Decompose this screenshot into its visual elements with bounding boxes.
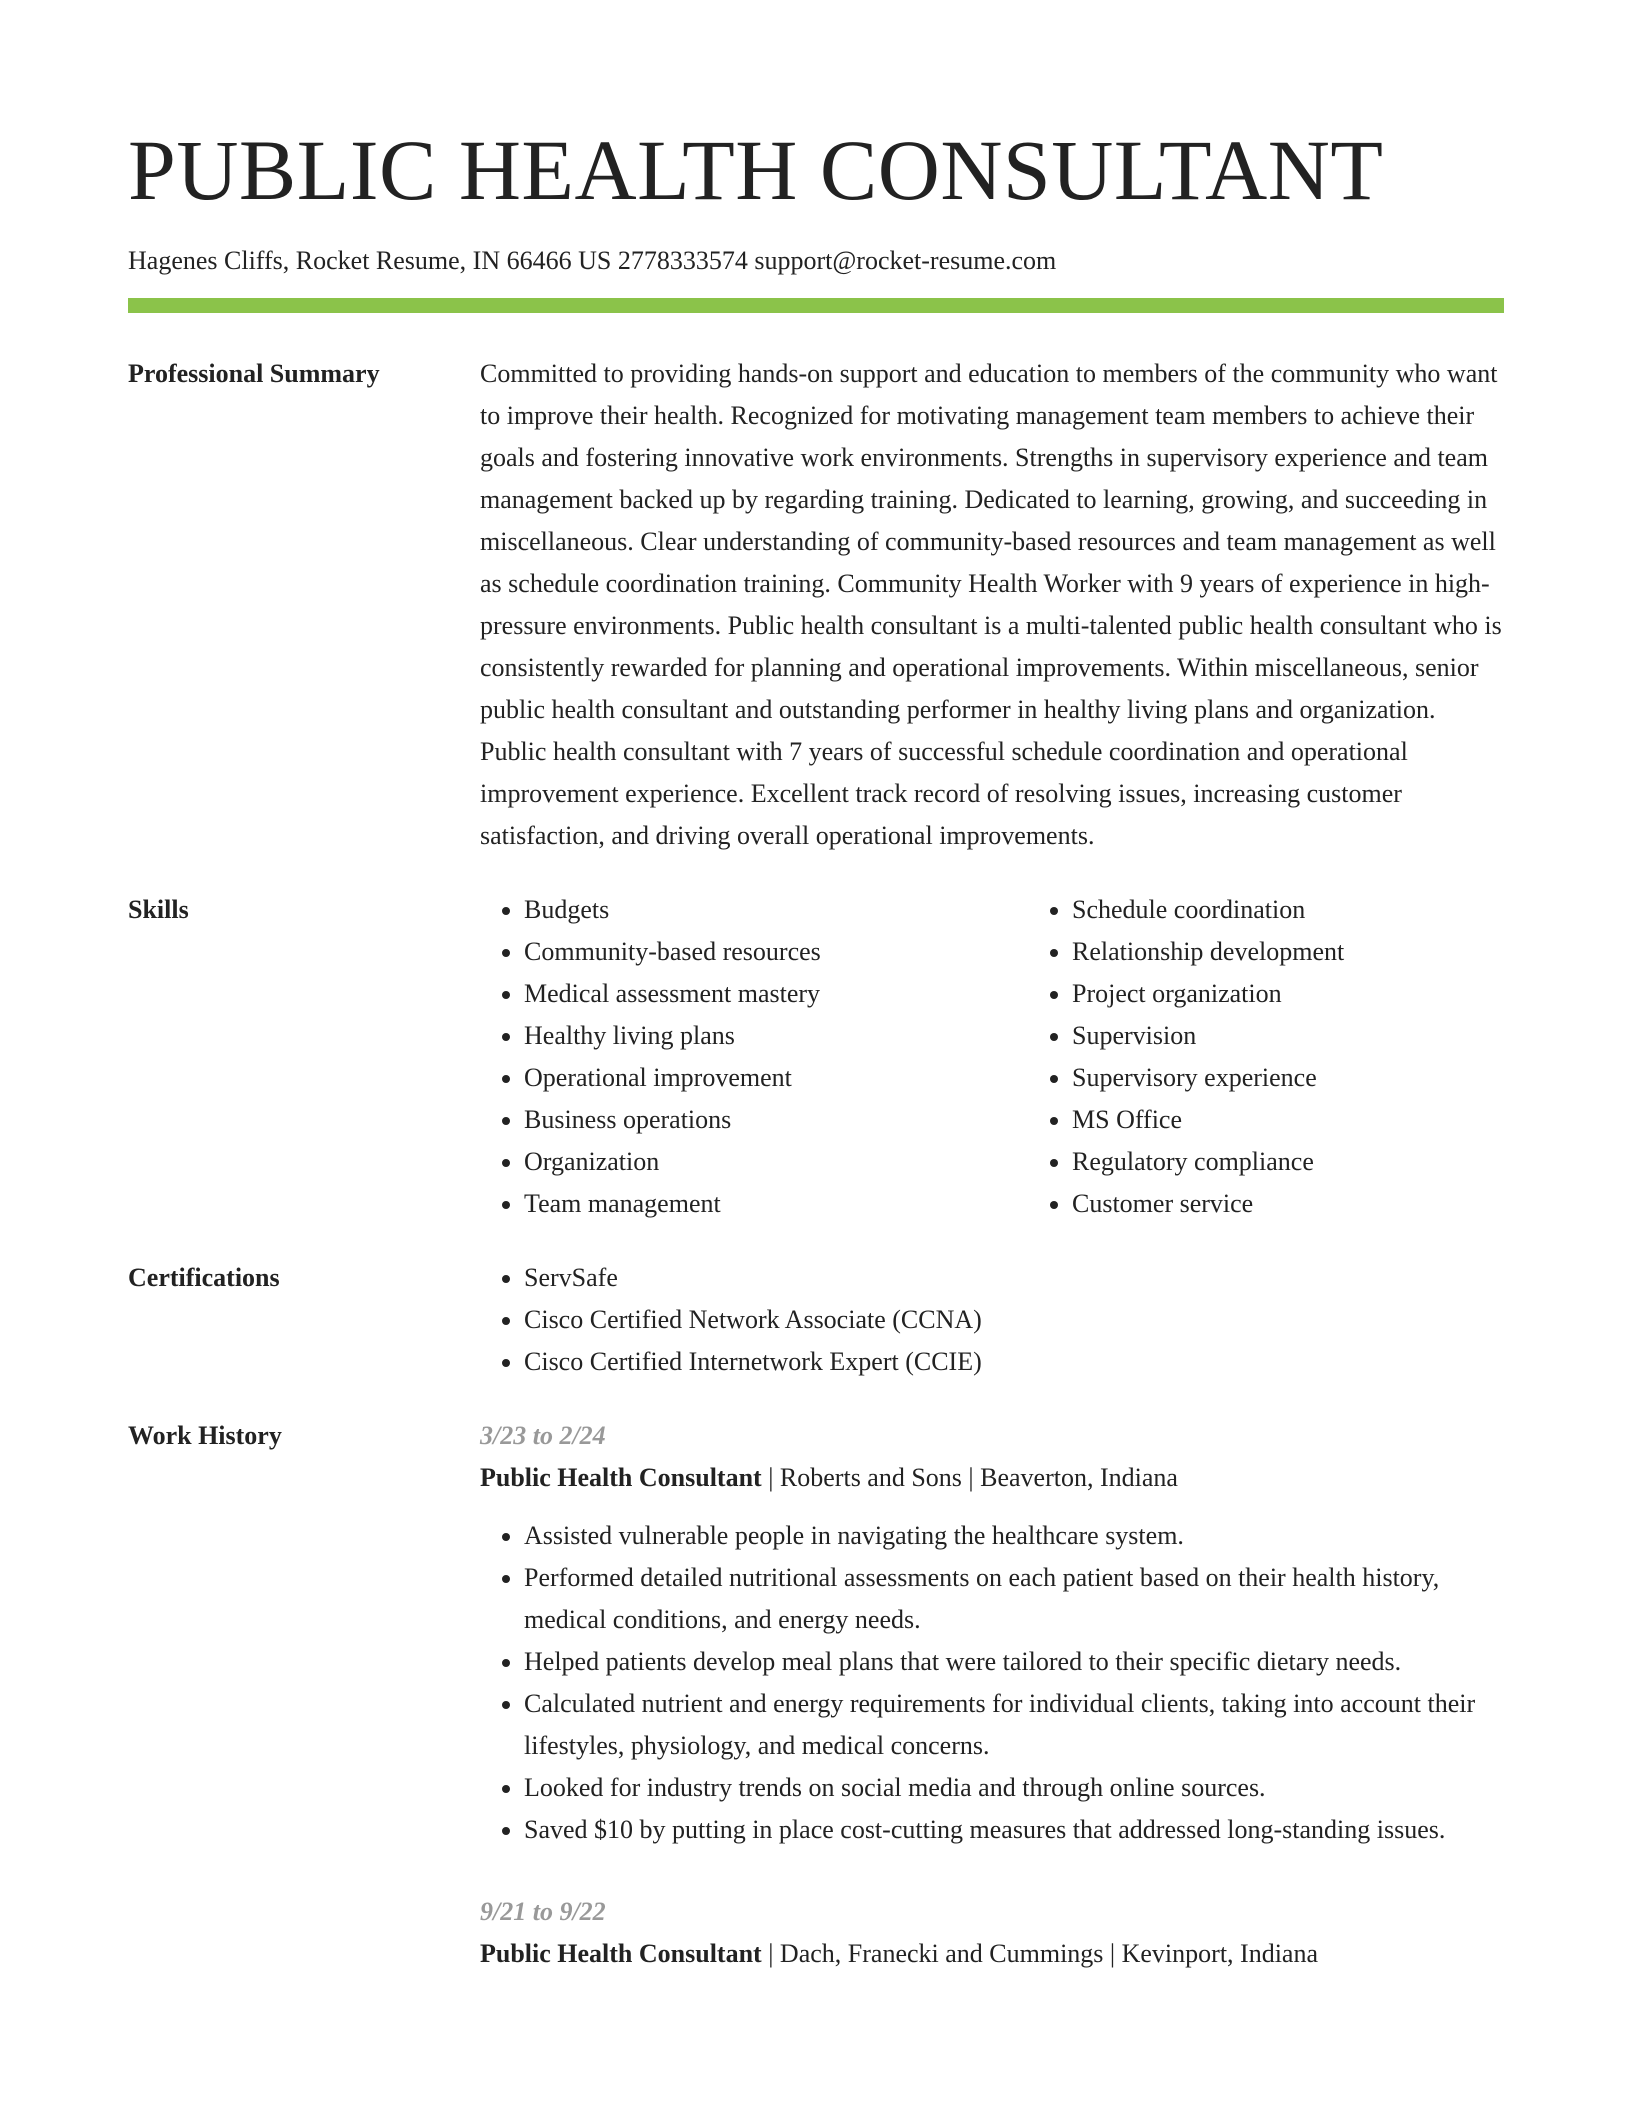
- job-heading: [480, 1457, 1504, 1499]
- job-employer-location: | Dach, Franecki and Cummings | Kevinport, Indiana: [761, 1939, 1319, 1968]
- job-duties-list: [480, 1515, 1504, 1851]
- job-duty-item: • Performed detailed nutritional assessments on each patient based on their health history, medical conditions, and energy needs.: [524, 1557, 1504, 1641]
- skill-item: • Customer service: [1072, 1183, 1576, 1225]
- skills-section: [128, 889, 1504, 1225]
- job-dates: 3/23 to 2/24: [480, 1421, 606, 1450]
- skill-item: • Healthy living plans: [524, 1015, 1028, 1057]
- section-label-skills: Skills: [128, 895, 189, 924]
- skill-item: • Team management: [524, 1183, 1028, 1225]
- skill-item: • Community-based resources: [524, 931, 1028, 973]
- job-employer-location: | Roberts and Sons | Beaverton, Indiana: [761, 1463, 1178, 1492]
- resume-page: [128, 0, 1504, 2015]
- certifications-section: [128, 1257, 1504, 1383]
- skill-item: • Operational improvement: [524, 1057, 1028, 1099]
- certification-item: • ServSafe: [524, 1257, 1504, 1299]
- skill-item: • Organization: [524, 1141, 1028, 1183]
- skills-list-right: [1028, 889, 1576, 1225]
- job-entry: [480, 1415, 1504, 1851]
- skills-list-left: [480, 889, 1028, 1225]
- job-role: Public Health Consultant: [480, 1939, 762, 1968]
- certifications-list: [480, 1257, 1504, 1383]
- skill-item: • Project organization: [1072, 973, 1576, 1015]
- summary-section: [128, 353, 1504, 857]
- resume-title: PUBLIC HEALTH CONSULTANT: [128, 122, 1384, 218]
- job-dates: 9/21 to 9/22: [480, 1897, 606, 1926]
- section-label-certifications: Certifications: [128, 1263, 280, 1292]
- job-role: Public Health Consultant: [480, 1463, 762, 1492]
- work-history-section: [128, 1415, 1504, 2015]
- skill-item: • Business operations: [524, 1099, 1028, 1141]
- job-duty-item: • Assisted vulnerable people in navigating the healthcare system.: [524, 1515, 1504, 1557]
- job-duty-item: • Looked for industry trends on social media and through online sources.: [524, 1767, 1504, 1809]
- skill-item: • Medical assessment mastery: [524, 973, 1028, 1015]
- skill-item: • Supervision: [1072, 1015, 1576, 1057]
- section-label-summary: Professional Summary: [128, 359, 380, 388]
- summary-text: Committed to providing hands-on support and education to members of the community who want to improve their health. Recognized for motivating management team members to achieve their goals and fostering innovative work environments. Strengths in supervisory experience and team management backed up by regarding training. Dedicated to learning, growing, and succeeding in miscellaneous. Clear understanding of community-based resources and team management as well as schedule coordination training. Community Health Worker with 9 years of experience in high-pressure environments. Public health consultant is a multi-talented public health consultant who is consistently rewarded for planning and operational improvements. Within miscellaneous, senior public health consultant and outstanding performer in healthy living plans and organization. Public health consultant with 7 years of successful schedule coordination and operational improvement experience. Excellent track record of resolving issues, increasing customer satisfaction, and driving overall operational improvements.: [480, 359, 1502, 850]
- header-divider: [128, 298, 1504, 313]
- skill-item: • Budgets: [524, 889, 1028, 931]
- certification-item: • Cisco Certified Network Associate (CCNA): [524, 1299, 1504, 1341]
- skill-item: • Relationship development: [1072, 931, 1576, 973]
- certification-item: • Cisco Certified Internetwork Expert (CCIE): [524, 1341, 1504, 1383]
- job-heading: [480, 1933, 1504, 1975]
- skill-item: • Supervisory experience: [1072, 1057, 1576, 1099]
- contact-line: Hagenes Cliffs, Rocket Resume, IN 66466 US 2778333574 support@rocket-resume.com: [128, 246, 1057, 275]
- skill-item: • Regulatory compliance: [1072, 1141, 1576, 1183]
- skill-item: • MS Office: [1072, 1099, 1576, 1141]
- skill-item: • Schedule coordination: [1072, 889, 1576, 931]
- job-duty-item: • Helped patients develop meal plans that were tailored to their specific dietary needs.: [524, 1641, 1504, 1683]
- job-entry: [480, 1891, 1504, 1975]
- section-label-work-history: Work History: [128, 1421, 282, 1450]
- job-duty-item: • Saved $10 by putting in place cost-cutting measures that addressed long-standing issues.: [524, 1809, 1504, 1851]
- job-duty-item: • Calculated nutrient and energy requirements for individual clients, taking into account their lifestyles, physiology, and medical concerns.: [524, 1683, 1504, 1767]
